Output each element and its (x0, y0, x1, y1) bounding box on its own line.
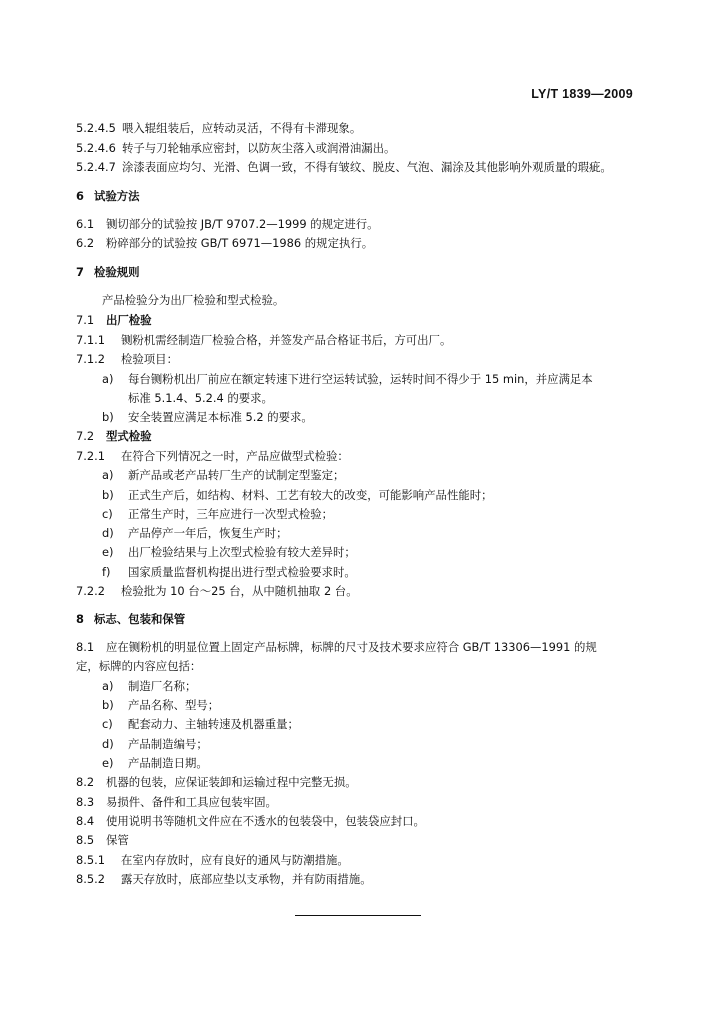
list-text: 安全装置应满足本标准 5.2 的要求。 (128, 410, 313, 424)
clause-number: 7.2.2 (76, 584, 105, 598)
list-text: 配套动力、主轴转速及机器重量； (128, 717, 299, 731)
clause-number: 5.2.4.6 (76, 141, 116, 155)
list-label: a) (102, 372, 114, 386)
end-rule-divider (295, 915, 421, 916)
list-text: 每台铡粉机出厂前应在额定转速下进行空运转试验，运转时间不得少于 15 min，并应满足本 (128, 372, 593, 386)
clause-number: 8.1 (76, 640, 95, 654)
clause-number: 5.2.4.5 (76, 121, 116, 135)
clause-number: 7.1.1 (76, 333, 105, 347)
clause-number: 5.2.4.7 (76, 160, 116, 174)
list-label: d) (102, 737, 114, 751)
list-text: 制造厂名称； (128, 679, 197, 693)
list-text: 新产品或老产品转厂生产的试制定型鉴定； (128, 468, 345, 482)
clause-number: 7.1 (76, 313, 95, 327)
list-text: 国家质量监督机构提出进行型式检验要求时。 (128, 565, 356, 579)
clause-text: 喂入辊组装后，应转动灵活，不得有卡滞现象。 (122, 121, 362, 135)
list-label: b) (102, 410, 114, 424)
clause-number: 8.5.1 (76, 853, 105, 867)
clause-number: 8.3 (76, 795, 95, 809)
list-label: d) (102, 526, 114, 540)
paragraph-text: 产品检验分为出厂检验和型式检验。 (102, 293, 285, 307)
clause-text: 检验项目： (121, 352, 178, 366)
list-label: a) (102, 468, 114, 482)
clause-number: 8.2 (76, 775, 95, 789)
section-title: 试验方法 (94, 189, 140, 203)
list-text: 正常生产时，三年应进行一次型式检验； (128, 507, 334, 521)
list-text: 出厂检验结果与上次型式检验有较大差异时； (128, 545, 356, 559)
list-text: 正式生产后，如结构、材料、工艺有较大的改变，可能影响产品性能时； (128, 488, 493, 502)
section-title: 标志、包装和保管 (94, 612, 186, 626)
clause-text: 使用说明书等随机文件应在不透水的包装袋中，包装袋应封口。 (106, 814, 425, 828)
clause-text: 检验批为 10 台～25 台，从中随机抽取 2 台。 (121, 584, 358, 598)
clause-text: 在符合下列情况之一时，产品应做型式检验： (121, 449, 349, 463)
standard-code-header: LY/T 1839—2009 (531, 87, 633, 101)
clause-number: 6.2 (76, 236, 95, 250)
clause-title: 出厂检验 (106, 313, 152, 327)
clause-text: 机器的包装，应保证装卸和运输过程中完整无损。 (106, 775, 357, 789)
list-label: f) (102, 565, 111, 579)
clause-text: 易损件、备件和工具应包装牢固。 (106, 795, 277, 809)
list-label: c) (102, 717, 113, 731)
list-text: 产品名称、型号； (128, 698, 220, 712)
list-text: 标准 5.1.4、5.2.4 的要求。 (128, 391, 273, 405)
clause-number: 8.4 (76, 814, 95, 828)
list-label: b) (102, 488, 114, 502)
section-number: 8 (76, 612, 84, 626)
list-label: e) (102, 545, 114, 559)
section-number: 7 (76, 265, 84, 279)
clause-title: 型式检验 (106, 429, 152, 443)
section-title: 检验规则 (94, 265, 140, 279)
clause-text: 涂漆表面应均匀、光滑、色调一致，不得有皱纹、脱皮、气泡、漏涂及其他影响外观质量的瑕疵。 (122, 160, 612, 174)
list-label: e) (102, 756, 114, 770)
clause-text: 粉碎部分的试验按 GB/T 6971—1986 的规定执行。 (106, 236, 374, 250)
section-number: 6 (76, 189, 84, 203)
clause-text: 定，标牌的内容应包括： (76, 659, 202, 673)
clause-text: 铡切部分的试验按 JB/T 9707.2—1999 的规定进行。 (106, 217, 379, 231)
list-label: a) (102, 679, 114, 693)
clause-number: 6.1 (76, 217, 95, 231)
list-label: b) (102, 698, 114, 712)
list-text: 产品制造编号； (128, 737, 208, 751)
clause-number: 7.1.2 (76, 352, 105, 366)
clause-title: 保管 (106, 833, 129, 847)
clause-number: 7.2 (76, 429, 95, 443)
clause-number: 8.5.2 (76, 872, 105, 886)
clause-number: 7.2.1 (76, 449, 105, 463)
clause-text: 转子与刀轮轴承应密封，以防灰尘落入或润滑油漏出。 (122, 141, 396, 155)
clause-text: 应在铡粉机的明显位置上固定产品标牌，标牌的尺寸及技术要求应符合 GB/T 13306—1991 的规 (106, 640, 597, 654)
clause-text: 铡粉机需经制造厂检验合格，并签发产品合格证书后，方可出厂。 (121, 333, 452, 347)
list-text: 产品停产一年后，恢复生产时； (128, 526, 288, 540)
list-label: c) (102, 507, 113, 521)
clause-text: 在室内存放时，应有良好的通风与防潮措施。 (121, 853, 349, 867)
clause-text: 露天存放时，底部应垫以支承物，并有防雨措施。 (121, 872, 372, 886)
list-text: 产品制造日期。 (128, 756, 208, 770)
clause-number: 8.5 (76, 833, 95, 847)
